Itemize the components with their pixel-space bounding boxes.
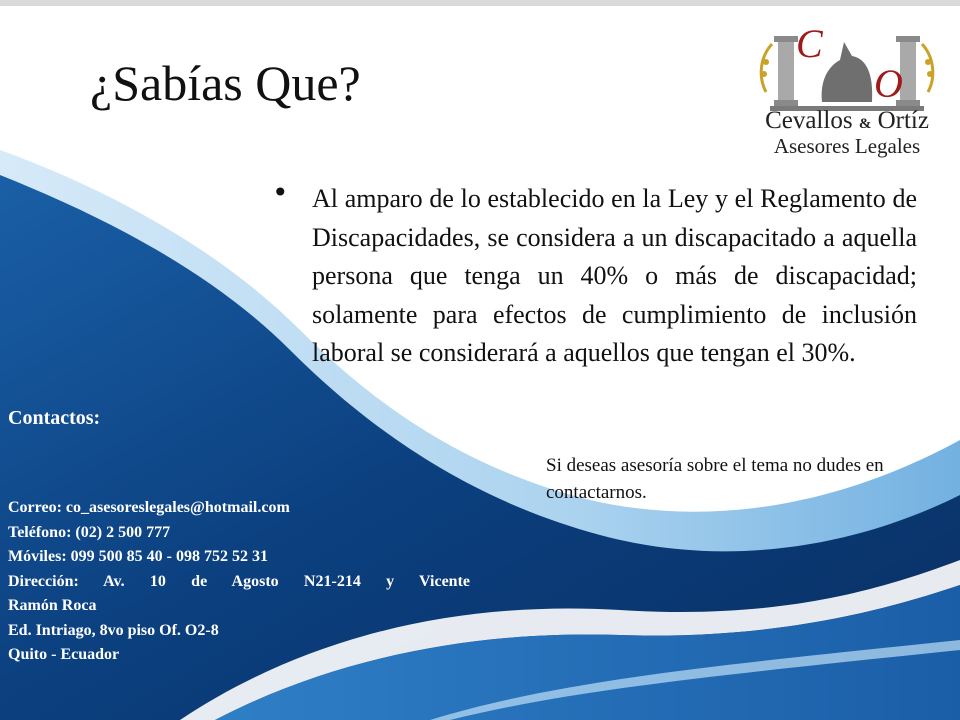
advice-text: Si deseas asesoría sobre el tema no dudes en contactarnos. [546,455,884,503]
logo-name-part1: Cevallos [765,107,853,134]
top-border [0,0,960,6]
contact-phone: Teléfono: (02) 2 500 777 [8,523,171,541]
bullet-text: Al amparo de lo establecido en la Ley y el Reglamento de Discapacidades, se considera a un discapacitado a aquella persona que tenga un 40% o más de discapacidad; solamente para efectos de cumplimiento de inclusión laboral se considerará a aquellos que tengan el 30%. [312,184,917,367]
contact-mobiles: Móviles: 099 500 85 40 - 098 752 52 31 [8,548,268,565]
logo-name-part2: Ortíz [877,107,929,134]
contacts-heading: Contactos: [8,407,101,429]
logo-letter-o: O [874,61,903,106]
bullet-icon: • [272,176,289,209]
contact-email: Correo: co_asesoreslegales@hotmail.com [8,499,290,516]
logo-ampersand: & [858,116,872,132]
contact-building: Ed. Intriago, 8vo piso Of. O2-8 [8,621,219,639]
logo-subtitle: Asesores Legales [773,134,921,158]
contact-city: Quito - Ecuador [8,646,120,663]
columns-and-wolf-emblem-icon [752,22,942,112]
logo-letter-c: C [796,21,823,66]
contact-address: Dirección: Av. 10 de Agosto N21-214 y Vicente [8,572,470,590]
company-logo [752,22,942,162]
contact-address-cont: Ramón Roca [8,597,97,614]
logo-name [752,107,942,135]
contacts-list [8,496,470,668]
slide-title: ¿Sabías Que? [90,55,361,111]
